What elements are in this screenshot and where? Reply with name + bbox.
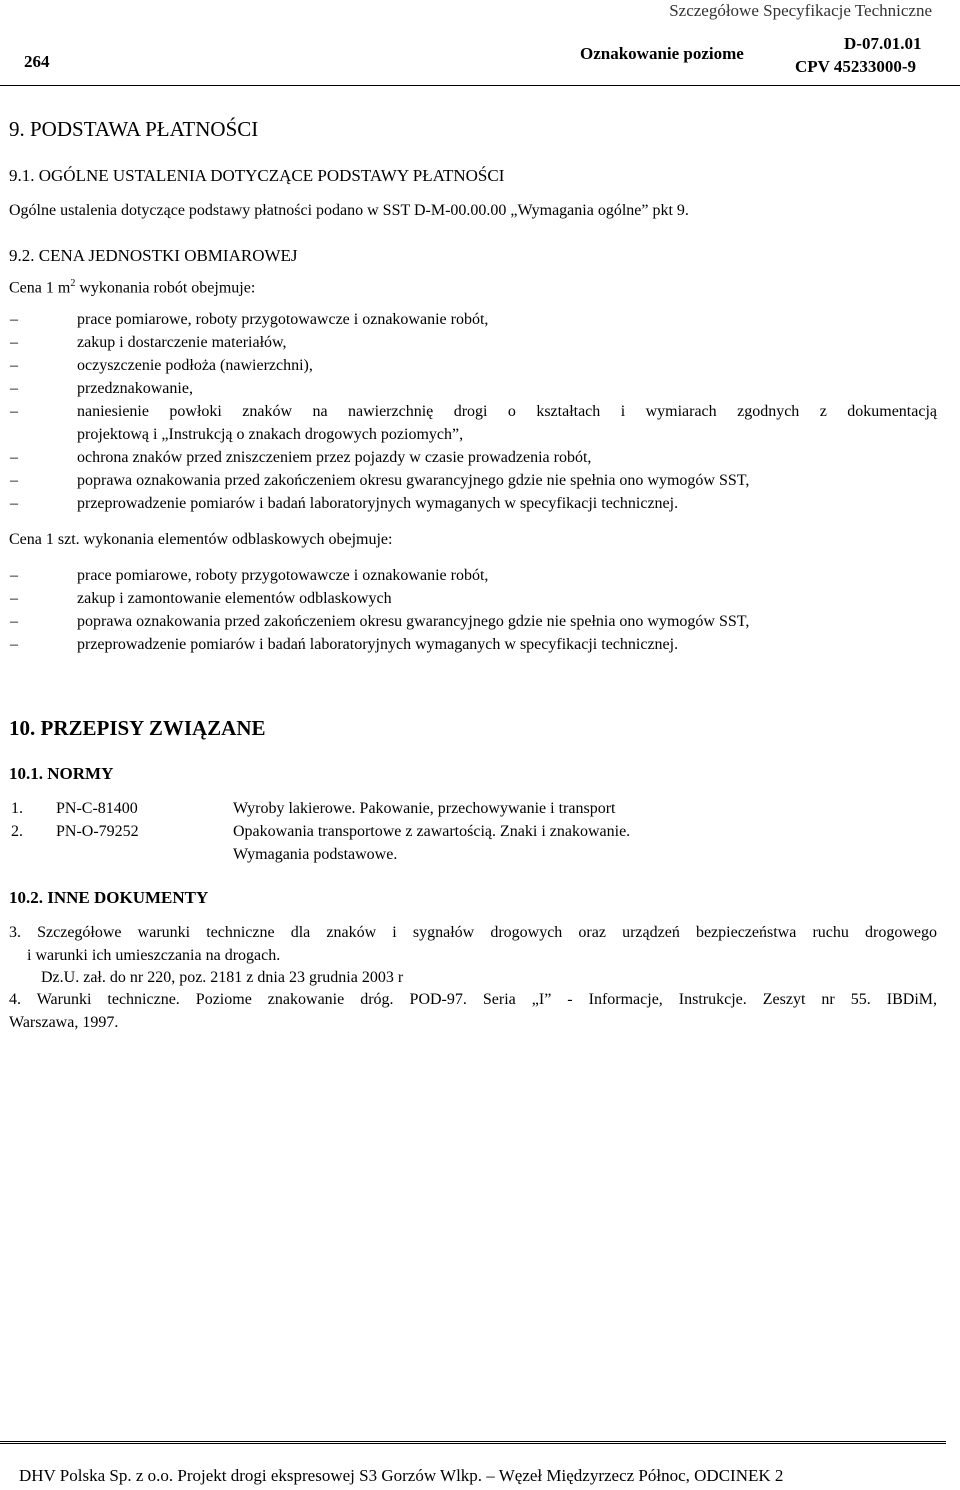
footer-text: DHV Polska Sp. z o.o. Projekt drogi ekspresowej S3 Gorzów Wlkp. – Węzeł Międzyrzecz Północ, ODCINEK 2 — [19, 1466, 784, 1485]
list-item-text: naniesienie powłoki znaków na nawierzchnię drogi o kształtach i wymiarach zgodnych z dokumentacją — [77, 403, 937, 420]
section-9-heading: 9. PODSTAWA PŁATNOŚCI — [9, 117, 259, 141]
dash-bullet: – — [10, 449, 18, 466]
dash-bullet: – — [10, 636, 18, 653]
list-item-text: ochrona znaków przed zniszczeniem przez pojazdy w czasie prowadzenia robót, — [77, 449, 592, 466]
dash-bullet: – — [10, 495, 18, 512]
section-9-2-intro — [9, 278, 255, 298]
list-item-text: przedznakowanie, — [77, 380, 193, 397]
section-9-1-text: Ogólne ustalenia dotyczące podstawy płatności podano w SST D-M-00.00.00 „Wymagania ogólne” pkt 9. — [9, 202, 689, 219]
list-item-text: prace pomiarowe, roboty przygotowawcze i oznakowanie robót, — [77, 567, 489, 584]
dash-bullet: – — [10, 380, 18, 397]
header-document-title: Szczegółowe Specyfikacje Techniczne — [669, 1, 932, 20]
list-item — [0, 471, 960, 494]
norm-number: 2. — [11, 823, 23, 840]
list-item — [0, 310, 960, 333]
norm-description: Opakowania transportowe z zawartością. Znaki i znakowanie. — [233, 823, 631, 840]
section-10-heading: 10. PRZEPISY ZWIĄZANE — [9, 716, 266, 740]
list-item-text: projektową i „Instrukcją o znakach drogowych poziomych”, — [77, 426, 464, 443]
list-item — [0, 448, 960, 471]
header-spec-code: D-07.01.01 — [844, 34, 922, 53]
section-9-1-heading: 9.1. OGÓLNE USTALENIA DOTYCZĄCE PODSTAWY PŁATNOŚCI — [9, 166, 505, 185]
unit-price-scope: wykonania robót obejmuje: — [75, 279, 256, 297]
document-3-line-3: Dz.U. zał. do nr 220, poz. 2181 z dnia 23 grudnia 2003 r — [41, 969, 404, 986]
document-4-line-1: 4. Warunki techniczne. Poziome znakowanie dróg. POD-97. Seria „I” - Informacje, Instrukcje. Zeszyt nr 55. IBDiM, — [9, 991, 937, 1008]
document-3-line-1: 3. Szczegółowe warunki techniczne dla znaków i sygnałów drogowych oraz urządzeń bezpieczeństwa ruchu drogowego — [9, 924, 937, 941]
header-rule — [0, 85, 960, 86]
list-item-text: poprawa oznakowania przed zakończeniem okresu gwarancyjnego gdzie nie spełnia ono wymogów SST, — [77, 472, 750, 489]
list-item-text: poprawa oznakowania przed zakończeniem okresu gwarancyjnego gdzie nie spełnia ono wymogów SST, — [77, 613, 750, 630]
reflective-elements-intro: Cena 1 szt. wykonania elementów odblaskowych obejmuje: — [9, 531, 393, 548]
list-item-text: oczyszczenie podłoża (nawierzchni), — [77, 357, 313, 374]
document-4-line-2: Warszawa, 1997. — [9, 1014, 119, 1031]
list-item — [0, 333, 960, 356]
section-10-1-heading: 10.1. NORMY — [9, 764, 114, 783]
list-item — [0, 612, 960, 635]
unit-exponent: 2 — [70, 278, 76, 289]
list-item-text: zakup i zamontowanie elementów odblaskowych — [77, 590, 392, 607]
dash-bullet: – — [10, 311, 18, 328]
list-item-text: przeprowadzenie pomiarów i badań laboratoryjnych wymaganych w specyfikacji technicznej. — [77, 636, 679, 653]
norm-description: Wymagania podstawowe. — [233, 846, 398, 863]
norm-code: PN-C-81400 — [56, 800, 138, 817]
dash-bullet: – — [10, 567, 18, 584]
list-item — [0, 589, 960, 612]
dash-bullet: – — [10, 590, 18, 607]
footer-rule — [0, 1441, 946, 1442]
list-item — [0, 635, 960, 658]
dash-bullet: – — [10, 613, 18, 630]
document-3-line-2: i warunki ich umieszczania na drogach. — [27, 947, 281, 964]
norm-number: 1. — [11, 800, 23, 817]
section-9-2-heading: 9.2. CENA JEDNOSTKI OBMIAROWEJ — [9, 246, 298, 265]
list-item — [0, 402, 960, 425]
header-cpv-code: CPV 45233000-9 — [795, 57, 917, 76]
section-10-2-heading: 10.2. INNE DOKUMENTY — [9, 888, 209, 907]
norm-code: PN-O-79252 — [56, 823, 139, 840]
dash-bullet: – — [10, 357, 18, 374]
list-item — [0, 379, 960, 402]
footer-rule — [0, 1443, 946, 1444]
header-section-title: Oznakowanie poziome — [580, 44, 744, 63]
norm-description: Wyroby lakierowe. Pakowanie, przechowywanie i transport — [233, 800, 616, 817]
page-number: 264 — [24, 52, 50, 71]
dash-bullet: – — [10, 472, 18, 489]
list-item-text: prace pomiarowe, roboty przygotowawcze i oznakowanie robót, — [77, 311, 489, 328]
list-item — [0, 566, 960, 589]
list-item-text: zakup i dostarczenie materiałów, — [77, 334, 287, 351]
list-item — [0, 494, 960, 517]
list-item — [0, 356, 960, 379]
dash-bullet: – — [10, 334, 18, 351]
list-item-text: przeprowadzenie pomiarów i badań laboratoryjnych wymaganych w specyfikacji technicznej. — [77, 495, 679, 512]
unit-price-label: Cena 1 m — [9, 279, 71, 297]
list-item-continuation — [0, 425, 960, 448]
dash-bullet: – — [10, 403, 18, 420]
